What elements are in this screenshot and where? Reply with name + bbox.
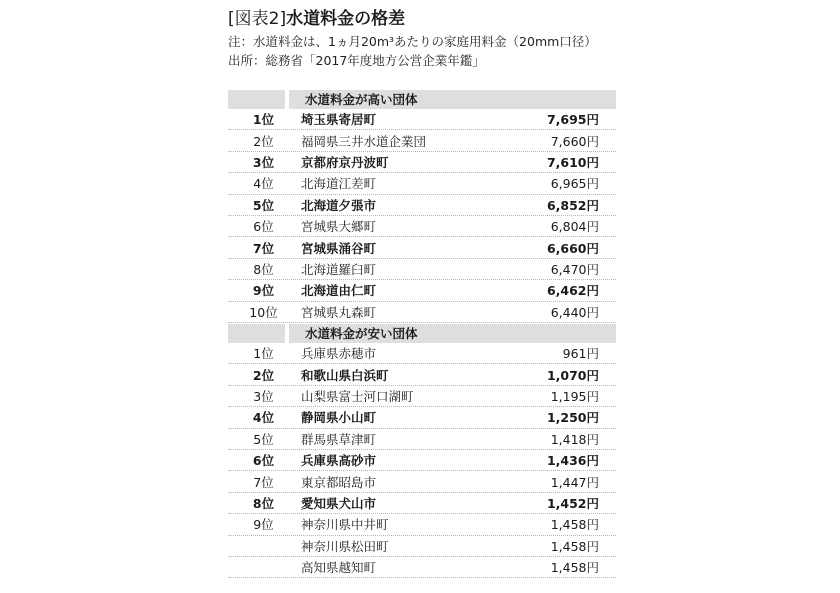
table-row: [228, 364, 616, 385]
municipality-cell: 北海道羅臼町: [301, 261, 377, 277]
municipality-cell: 高知県越知町: [301, 560, 377, 576]
municipality-cell: 宮城県大郷町: [301, 219, 377, 235]
note-text: 注：水道料金は、1ヵ月20m³あたりの家庭用料金（20mm口径）: [228, 34, 597, 49]
table-row: [228, 514, 616, 535]
rank-cell: 5位: [252, 197, 275, 213]
municipality-cell: 静岡県小山町: [301, 410, 377, 426]
rank-cell: 4位: [253, 176, 274, 192]
rank-cell: 6位: [253, 219, 274, 235]
municipality-cell: 山梨県富士河口湖町: [301, 388, 414, 404]
table-row: [228, 216, 616, 237]
price-cell: 1,458円: [550, 517, 599, 533]
table-row: [228, 302, 616, 323]
municipality-cell: 埼玉県寄居町: [301, 112, 377, 128]
municipality-cell: 北海道江差町: [301, 176, 377, 192]
municipality-cell: 宮城県涌谷町: [301, 240, 377, 256]
low-cost-table-header: [228, 324, 616, 343]
table-row: [228, 471, 616, 492]
table-row: [228, 386, 616, 407]
table-row: [228, 109, 616, 130]
municipality-cell: 東京都昭島市: [301, 474, 377, 490]
table-row: [228, 450, 616, 471]
rank-header-cell: [228, 324, 289, 343]
municipality-cell: 神奈川県中井町: [301, 517, 389, 533]
rank-cell: 9位: [253, 517, 274, 533]
municipality-cell: 和歌山県白浜町: [301, 367, 389, 383]
municipality-cell: 兵庫県赤穂市: [301, 346, 377, 362]
table-row: [228, 130, 616, 151]
municipality-cell: 兵庫県高砂市: [301, 453, 377, 469]
municipality-cell: 京都府京丹波町: [301, 154, 389, 170]
rank-cell: 4位: [252, 410, 275, 426]
price-cell: 6,965円: [550, 176, 599, 192]
municipality-cell: 神奈川県松田町: [301, 538, 389, 554]
rank-cell: 3位: [253, 388, 274, 404]
price-cell: 6,804円: [550, 219, 599, 235]
price-cell: 1,070円: [546, 367, 599, 383]
price-cell: 6,470円: [550, 261, 599, 277]
table-row: [228, 407, 616, 428]
low-cost-table: [228, 324, 616, 578]
rank-cell: 7位: [253, 474, 274, 490]
municipality-cell: 群馬県草津町: [301, 431, 377, 447]
low-cost-rows: [228, 343, 616, 578]
rank-cell: 3位: [252, 154, 275, 170]
low-cost-header-label: 水道料金が安い団体: [289, 324, 616, 343]
table-row: [228, 343, 616, 364]
rank-cell: 7位: [252, 240, 275, 256]
high-cost-table-header: [228, 90, 616, 109]
rank-cell: 1位: [252, 112, 275, 128]
rank-cell: 10位: [249, 304, 278, 320]
price-cell: 6,852円: [546, 197, 599, 213]
municipality-cell: 宮城県丸森町: [301, 304, 377, 320]
table-row: [228, 195, 616, 216]
rank-cell: 6位: [252, 453, 275, 469]
table-row: [228, 536, 616, 557]
table-row: [228, 429, 616, 450]
figure-title: [228, 8, 405, 30]
price-cell: 1,447円: [550, 474, 599, 490]
municipality-cell: 愛知県犬山市: [301, 495, 377, 511]
table-row: [228, 493, 616, 514]
municipality-cell: 北海道由仁町: [301, 283, 377, 299]
price-cell: 6,462円: [546, 283, 599, 299]
rank-cell: 2位: [252, 367, 275, 383]
price-cell: 1,195円: [550, 388, 599, 404]
high-cost-header-label: 水道料金が高い団体: [289, 90, 616, 109]
table-row: [228, 557, 616, 578]
rank-cell: 8位: [252, 495, 275, 511]
price-cell: 7,660円: [550, 133, 599, 149]
municipality-cell: 北海道夕張市: [301, 197, 377, 213]
table-row: [228, 280, 616, 301]
high-cost-table: [228, 90, 616, 323]
price-cell: 6,660円: [546, 240, 599, 256]
table-row: [228, 152, 616, 173]
figure-number: [図表2]: [228, 9, 287, 29]
high-cost-rows: [228, 109, 616, 323]
table-row: [228, 237, 616, 258]
price-cell: 961円: [562, 346, 599, 362]
price-cell: 1,458円: [550, 538, 599, 554]
rank-cell: 9位: [252, 283, 275, 299]
price-cell: 6,440円: [550, 304, 599, 320]
rank-cell: 1位: [253, 346, 274, 362]
rank-cell: 8位: [253, 261, 274, 277]
table-row: [228, 173, 616, 194]
municipality-cell: 福岡県三井水道企業団: [301, 133, 427, 149]
price-cell: 1,452円: [546, 495, 599, 511]
rank-cell: 2位: [253, 133, 274, 149]
price-cell: 1,250円: [546, 410, 599, 426]
price-cell: 7,610円: [546, 154, 599, 170]
price-cell: 1,458円: [550, 560, 599, 576]
table-row: [228, 259, 616, 280]
rank-cell: 5位: [253, 431, 274, 447]
price-cell: 1,436円: [546, 453, 599, 469]
source-text: 出所：総務省「2017年度地方公営企業年鑑」: [228, 53, 485, 68]
figure-title-text: 水道料金の格差: [286, 9, 406, 29]
price-cell: 7,695円: [546, 112, 599, 128]
rank-header-cell: [228, 90, 289, 109]
price-cell: 1,418円: [550, 431, 599, 447]
